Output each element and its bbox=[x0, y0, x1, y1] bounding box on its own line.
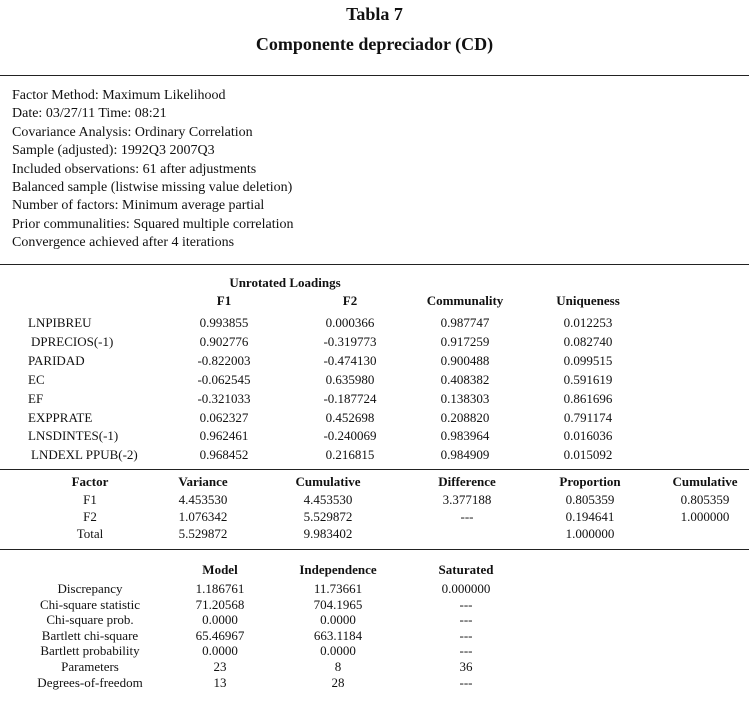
table-cell: Total bbox=[76, 526, 104, 541]
table-cell: 8 bbox=[334, 659, 342, 674]
table-subtitle: Componente depreciador (CD) bbox=[255, 34, 494, 54]
table-cell: 23 bbox=[213, 659, 227, 674]
table-cell: 0.012253 bbox=[563, 315, 613, 330]
table-cell: 0.591619 bbox=[563, 371, 613, 387]
table-cell: 0.000366 bbox=[325, 315, 375, 330]
table-cell: 0.805359 bbox=[565, 492, 615, 507]
table-cell: 0.082740 bbox=[563, 333, 613, 349]
row-label: EC bbox=[28, 371, 45, 387]
table-cell: 11.73661 bbox=[313, 581, 363, 596]
row-label: PARIDAD bbox=[28, 352, 85, 368]
table-cell: 0.635980 bbox=[325, 371, 375, 387]
divider bbox=[0, 264, 749, 265]
table-cell: 0.0000 bbox=[202, 643, 238, 659]
table-cell: --- bbox=[460, 509, 474, 524]
row-label: EXPPRATE bbox=[28, 409, 93, 425]
table-cell: F2 bbox=[83, 509, 97, 524]
table-cell: 36 bbox=[459, 659, 473, 674]
table-cell: -0.062545 bbox=[197, 371, 251, 387]
column-header: F2 bbox=[342, 293, 358, 308]
row-label: Chi-square prob. bbox=[46, 612, 134, 628]
table-cell: 0.962461 bbox=[199, 428, 249, 444]
table-cell: 0.062327 bbox=[199, 409, 249, 425]
row-label: Bartlett probability bbox=[40, 643, 140, 659]
table-cell: -0.474130 bbox=[323, 352, 377, 368]
info-line: Date: 03/27/11 Time: 08:21 bbox=[12, 106, 167, 122]
table-cell: 0.968452 bbox=[199, 447, 249, 463]
table-cell: 0.194641 bbox=[565, 509, 615, 524]
table-cell: 0.861696 bbox=[563, 390, 613, 406]
column-header: Uniqueness bbox=[556, 293, 620, 308]
row-label: Degrees-of-freedom bbox=[37, 674, 143, 690]
divider bbox=[0, 549, 749, 550]
table-cell: 0.791174 bbox=[563, 409, 613, 425]
info-line: Covariance Analysis: Ordinary Correlation bbox=[12, 124, 253, 140]
table-cell: 0.015092 bbox=[563, 447, 613, 463]
table-cell: 704.1965 bbox=[313, 596, 363, 612]
table-cell: --- bbox=[459, 612, 473, 628]
column-header: Cumulative bbox=[295, 474, 361, 489]
row-label: Discrepancy bbox=[57, 581, 123, 596]
table-cell: 5.529872 bbox=[303, 509, 353, 524]
info-line: Convergence achieved after 4 iterations bbox=[12, 235, 235, 251]
table-cell: 0.452698 bbox=[325, 409, 375, 425]
column-header: F1 bbox=[216, 293, 232, 308]
table-cell: --- bbox=[459, 674, 473, 690]
divider bbox=[0, 75, 749, 76]
row-label: LNDEXL PPUB(-2) bbox=[31, 447, 138, 463]
table-cell: 71.20568 bbox=[195, 596, 245, 612]
row-label: DPRECIOS(-1) bbox=[31, 333, 114, 349]
table-cell: -0.240069 bbox=[323, 428, 377, 444]
table-cell: F1 bbox=[83, 492, 97, 507]
column-header: Proportion bbox=[559, 474, 621, 489]
table-cell: 663.1184 bbox=[313, 627, 363, 643]
info-line: Sample (adjusted): 1992Q3 2007Q3 bbox=[12, 143, 215, 159]
row-label: Chi-square statistic bbox=[39, 596, 141, 612]
column-header: Variance bbox=[178, 474, 228, 489]
table-cell: 0.0000 bbox=[202, 612, 238, 628]
table-cell: 0.408382 bbox=[440, 371, 490, 387]
row-label: Parameters bbox=[61, 659, 119, 674]
table-cell: 0.138303 bbox=[440, 390, 490, 406]
row-label: Bartlett chi-square bbox=[41, 627, 139, 643]
table-cell: 5.529872 bbox=[178, 526, 228, 541]
column-header: Factor bbox=[71, 474, 109, 489]
column-header: Model bbox=[202, 562, 238, 577]
table-cell: 4.453530 bbox=[303, 492, 353, 507]
table-cell: 0.805359 bbox=[680, 492, 730, 507]
table-cell: 3.377188 bbox=[442, 492, 492, 507]
table-title: Tabla 7 bbox=[346, 4, 403, 24]
table-cell: 13 bbox=[213, 674, 227, 690]
table-cell: 0.216815 bbox=[325, 447, 375, 463]
column-header: Communality bbox=[426, 293, 504, 308]
table-cell: 0.900488 bbox=[440, 352, 490, 368]
table-cell: -0.187724 bbox=[323, 390, 377, 406]
table-cell: 0.917259 bbox=[440, 333, 490, 349]
loadings-title: Unrotated Loadings bbox=[229, 275, 341, 290]
table-cell: 9.983402 bbox=[303, 526, 353, 541]
column-header: Independence bbox=[299, 562, 377, 577]
table-cell: -0.822003 bbox=[197, 352, 251, 368]
table-cell: 0.902776 bbox=[199, 333, 249, 349]
table-cell: 0.0000 bbox=[320, 643, 356, 659]
divider bbox=[0, 469, 749, 470]
table-cell: 1.000000 bbox=[680, 509, 730, 524]
table-cell: --- bbox=[459, 643, 473, 659]
info-line: Included observations: 61 after adjustments bbox=[12, 161, 257, 177]
table-cell: 0.0000 bbox=[320, 612, 356, 628]
column-header: Cumulative bbox=[672, 474, 738, 489]
row-label: LNPIBREU bbox=[28, 315, 92, 330]
table-cell: 0.987747 bbox=[440, 315, 490, 330]
info-line: Prior communalities: Squared multiple correlation bbox=[12, 216, 294, 232]
table-cell: 0.208820 bbox=[440, 409, 490, 425]
info-line: Balanced sample (listwise missing value deletion) bbox=[12, 180, 293, 195]
table-cell: 0.016036 bbox=[563, 428, 613, 444]
table-cell: 1.186761 bbox=[195, 581, 245, 596]
table-cell: 28 bbox=[331, 674, 345, 690]
table-cell: -0.321033 bbox=[197, 390, 251, 406]
table-cell: --- bbox=[459, 627, 473, 643]
table-cell: -0.319773 bbox=[323, 333, 377, 349]
info-line: Factor Method: Maximum Likelihood bbox=[12, 88, 226, 103]
info-line: Number of factors: Minimum average partial bbox=[12, 198, 265, 214]
table-cell: 4.453530 bbox=[178, 492, 228, 507]
table-cell: 0.983964 bbox=[440, 428, 490, 444]
table-cell: 0.099515 bbox=[563, 352, 613, 368]
column-header: Difference bbox=[438, 474, 496, 489]
table-cell: 1.000000 bbox=[565, 526, 615, 541]
row-label: EF bbox=[28, 390, 44, 406]
table-cell: --- bbox=[459, 596, 473, 612]
column-header: Saturated bbox=[438, 562, 494, 577]
table-cell: 0.984909 bbox=[440, 447, 490, 463]
row-label: LNSDINTES(-1) bbox=[28, 428, 119, 444]
table-cell: 0.993855 bbox=[199, 315, 249, 330]
table-cell: 0.000000 bbox=[441, 581, 491, 596]
table-cell: 1.076342 bbox=[178, 509, 228, 524]
table-cell: 65.46967 bbox=[195, 627, 245, 643]
